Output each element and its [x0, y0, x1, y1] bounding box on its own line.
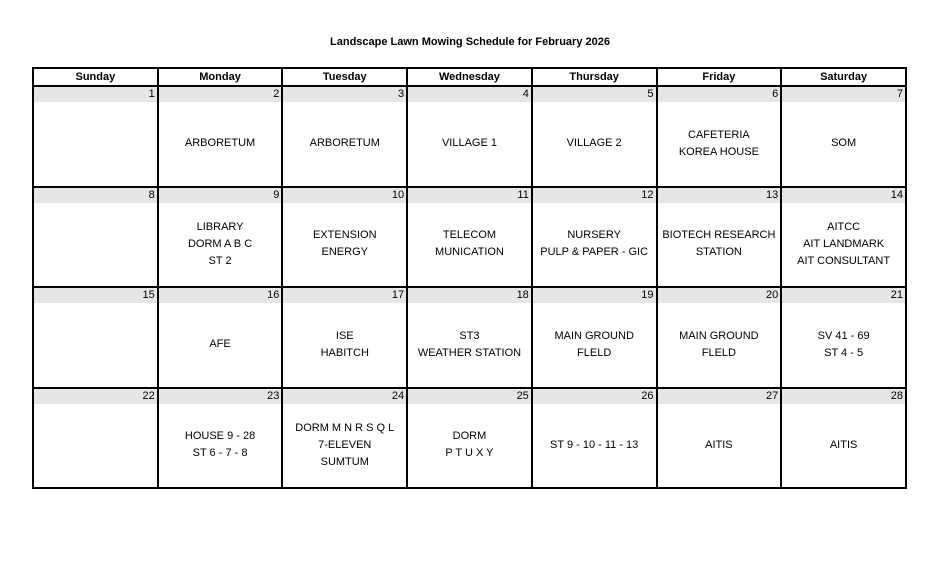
day-cell — [407, 187, 532, 288]
day-number: 1 — [34, 87, 157, 102]
day-number: 5 — [533, 87, 656, 102]
schedule-entries — [283, 102, 406, 186]
weekday-header-row — [33, 68, 906, 86]
schedule-entries — [533, 102, 656, 186]
day-cell — [657, 388, 782, 489]
page-title: Landscape Lawn Mowing Schedule for February 2026 — [330, 36, 610, 48]
schedule-entries — [658, 303, 781, 387]
schedule-entries — [782, 404, 905, 488]
week-row — [33, 287, 906, 388]
schedule-entry: BIOTECH RESEARCH — [662, 229, 776, 242]
day-cell — [657, 187, 782, 288]
schedule-entry: VILLAGE 1 — [441, 137, 497, 150]
schedule-entry: SOM — [831, 137, 857, 150]
day-number: 14 — [782, 188, 905, 203]
day-cell — [407, 388, 532, 489]
schedule-entry: KOREA HOUSE — [678, 145, 759, 158]
schedule-entries — [159, 404, 282, 488]
schedule-entry: HOUSE 9 - 28 — [184, 430, 256, 443]
day-number: 16 — [159, 288, 282, 303]
day-number: 11 — [408, 188, 531, 203]
day-cell — [532, 86, 657, 187]
day-number: 22 — [34, 389, 157, 404]
week-row — [33, 187, 906, 288]
schedule-entry: TELECOM — [442, 229, 497, 242]
day-cell — [282, 86, 407, 187]
day-cell — [781, 187, 906, 288]
schedule-entries — [159, 303, 282, 387]
schedule-entries — [408, 303, 531, 387]
day-number: 13 — [658, 188, 781, 203]
weekday-header: Tuesday — [282, 68, 407, 86]
day-cell — [532, 287, 657, 388]
calendar-table — [32, 67, 907, 489]
day-number: 18 — [408, 288, 531, 303]
schedule-entry: ST 4 - 5 — [824, 346, 864, 359]
schedule-entry: ENERGY — [321, 246, 368, 259]
schedule-entries — [34, 102, 157, 186]
schedule-entries — [782, 102, 905, 186]
schedule-entries — [658, 404, 781, 488]
weekday-header: Monday — [158, 68, 283, 86]
day-number: 12 — [533, 188, 656, 203]
schedule-entry: AITIS — [705, 438, 733, 451]
day-cell — [657, 287, 782, 388]
schedule-entries — [782, 303, 905, 387]
schedule-entries — [283, 303, 406, 387]
weekday-header: Wednesday — [407, 68, 532, 86]
schedule-entry: STATION — [695, 246, 742, 259]
day-cell — [33, 86, 158, 187]
schedule-entry: AIT LANDMARK — [803, 237, 885, 250]
day-cell — [158, 388, 283, 489]
schedule-entries — [658, 102, 781, 186]
day-cell — [781, 287, 906, 388]
day-cell — [407, 86, 532, 187]
schedule-entries — [34, 203, 157, 287]
day-cell — [33, 187, 158, 288]
day-number: 9 — [159, 188, 282, 203]
schedule-entry: AITCC — [827, 220, 861, 233]
day-number: 4 — [408, 87, 531, 102]
schedule-entries — [408, 404, 531, 488]
day-number: 10 — [283, 188, 406, 203]
schedule-entry: ST3 — [459, 329, 480, 342]
day-number: 23 — [159, 389, 282, 404]
schedule-entry: EXTENSION — [312, 229, 377, 242]
schedule-entry: HABITCH — [320, 346, 369, 359]
day-cell — [781, 86, 906, 187]
schedule-entry: P T U X Y — [445, 447, 494, 460]
weekday-header: Thursday — [532, 68, 657, 86]
day-number: 15 — [34, 288, 157, 303]
day-number: 3 — [283, 87, 406, 102]
day-number: 28 — [782, 389, 905, 404]
schedule-entries — [408, 102, 531, 186]
schedule-entry: FLELD — [701, 346, 736, 359]
day-cell — [282, 187, 407, 288]
schedule-entry: ST 9 - 10 - 11 - 13 — [550, 438, 639, 451]
schedule-entry: AFE — [209, 338, 231, 351]
day-number: 8 — [34, 188, 157, 203]
day-cell — [33, 287, 158, 388]
schedule-entry: NURSERY — [567, 229, 621, 242]
day-cell — [282, 287, 407, 388]
schedule-entries — [533, 303, 656, 387]
schedule-entry: DORM A B C — [187, 237, 253, 250]
schedule-entry: CAFETERIA — [688, 128, 750, 141]
schedule-entry: PULP & PAPER - GIC — [540, 246, 649, 259]
weekday-header: Sunday — [33, 68, 158, 86]
day-cell — [532, 388, 657, 489]
schedule-entries — [159, 102, 282, 186]
week-row — [33, 86, 906, 187]
day-cell — [657, 86, 782, 187]
schedule-entry: MAIN GROUND — [679, 329, 759, 342]
day-cell — [158, 187, 283, 288]
day-cell — [532, 187, 657, 288]
schedule-entry: 7-ELEVEN — [318, 438, 372, 451]
weekday-header: Saturday — [781, 68, 906, 86]
day-number: 24 — [283, 389, 406, 404]
schedule-entry: AIT CONSULTANT — [797, 254, 891, 267]
schedule-entry: ST 6 - 7 - 8 — [192, 447, 248, 460]
schedule-entries — [533, 404, 656, 488]
schedule-entry: ISE — [335, 329, 354, 342]
schedule-entries — [658, 203, 781, 287]
schedule-entry: MAIN GROUND — [554, 329, 634, 342]
schedule-entries — [34, 303, 157, 387]
day-cell — [407, 287, 532, 388]
schedule-entry: ST 2 — [208, 254, 232, 267]
day-cell — [282, 388, 407, 489]
schedule-entry: WEATHER STATION — [417, 346, 522, 359]
day-number: 2 — [159, 87, 282, 102]
schedule-entry: ARBORETUM — [309, 137, 380, 150]
schedule-entry: MUNICATION — [435, 246, 504, 259]
schedule-entry: VILLAGE 2 — [566, 137, 622, 150]
day-cell — [158, 287, 283, 388]
schedule-entries — [408, 203, 531, 287]
schedule-entry: DORM M N R S Q L — [295, 421, 395, 434]
day-number: 7 — [782, 87, 905, 102]
day-number: 17 — [283, 288, 406, 303]
schedule-entry: LIBRARY — [196, 220, 244, 233]
day-number: 26 — [533, 389, 656, 404]
schedule-entry: SV 41 - 69 — [817, 329, 870, 342]
schedule-entry: DORM — [452, 430, 487, 443]
schedule-entry: SUMTUM — [320, 455, 369, 468]
schedule-entry: ARBORETUM — [184, 137, 256, 150]
schedule-entries — [782, 203, 905, 287]
day-number: 27 — [658, 389, 781, 404]
day-number: 19 — [533, 288, 656, 303]
day-cell — [781, 388, 906, 489]
schedule-entries — [283, 203, 406, 287]
day-number: 21 — [782, 288, 905, 303]
schedule-entries — [34, 404, 157, 488]
weekday-header: Friday — [657, 68, 782, 86]
schedule-entries — [159, 203, 282, 287]
schedule-entries — [283, 404, 406, 488]
schedule-entry: AITIS — [829, 438, 858, 451]
schedule-entries — [533, 203, 656, 287]
day-cell — [158, 86, 283, 187]
day-number: 20 — [658, 288, 781, 303]
schedule-entry: FLELD — [577, 346, 612, 359]
day-cell — [33, 388, 158, 489]
day-number: 25 — [408, 389, 531, 404]
week-row — [33, 388, 906, 489]
day-number: 6 — [658, 87, 781, 102]
